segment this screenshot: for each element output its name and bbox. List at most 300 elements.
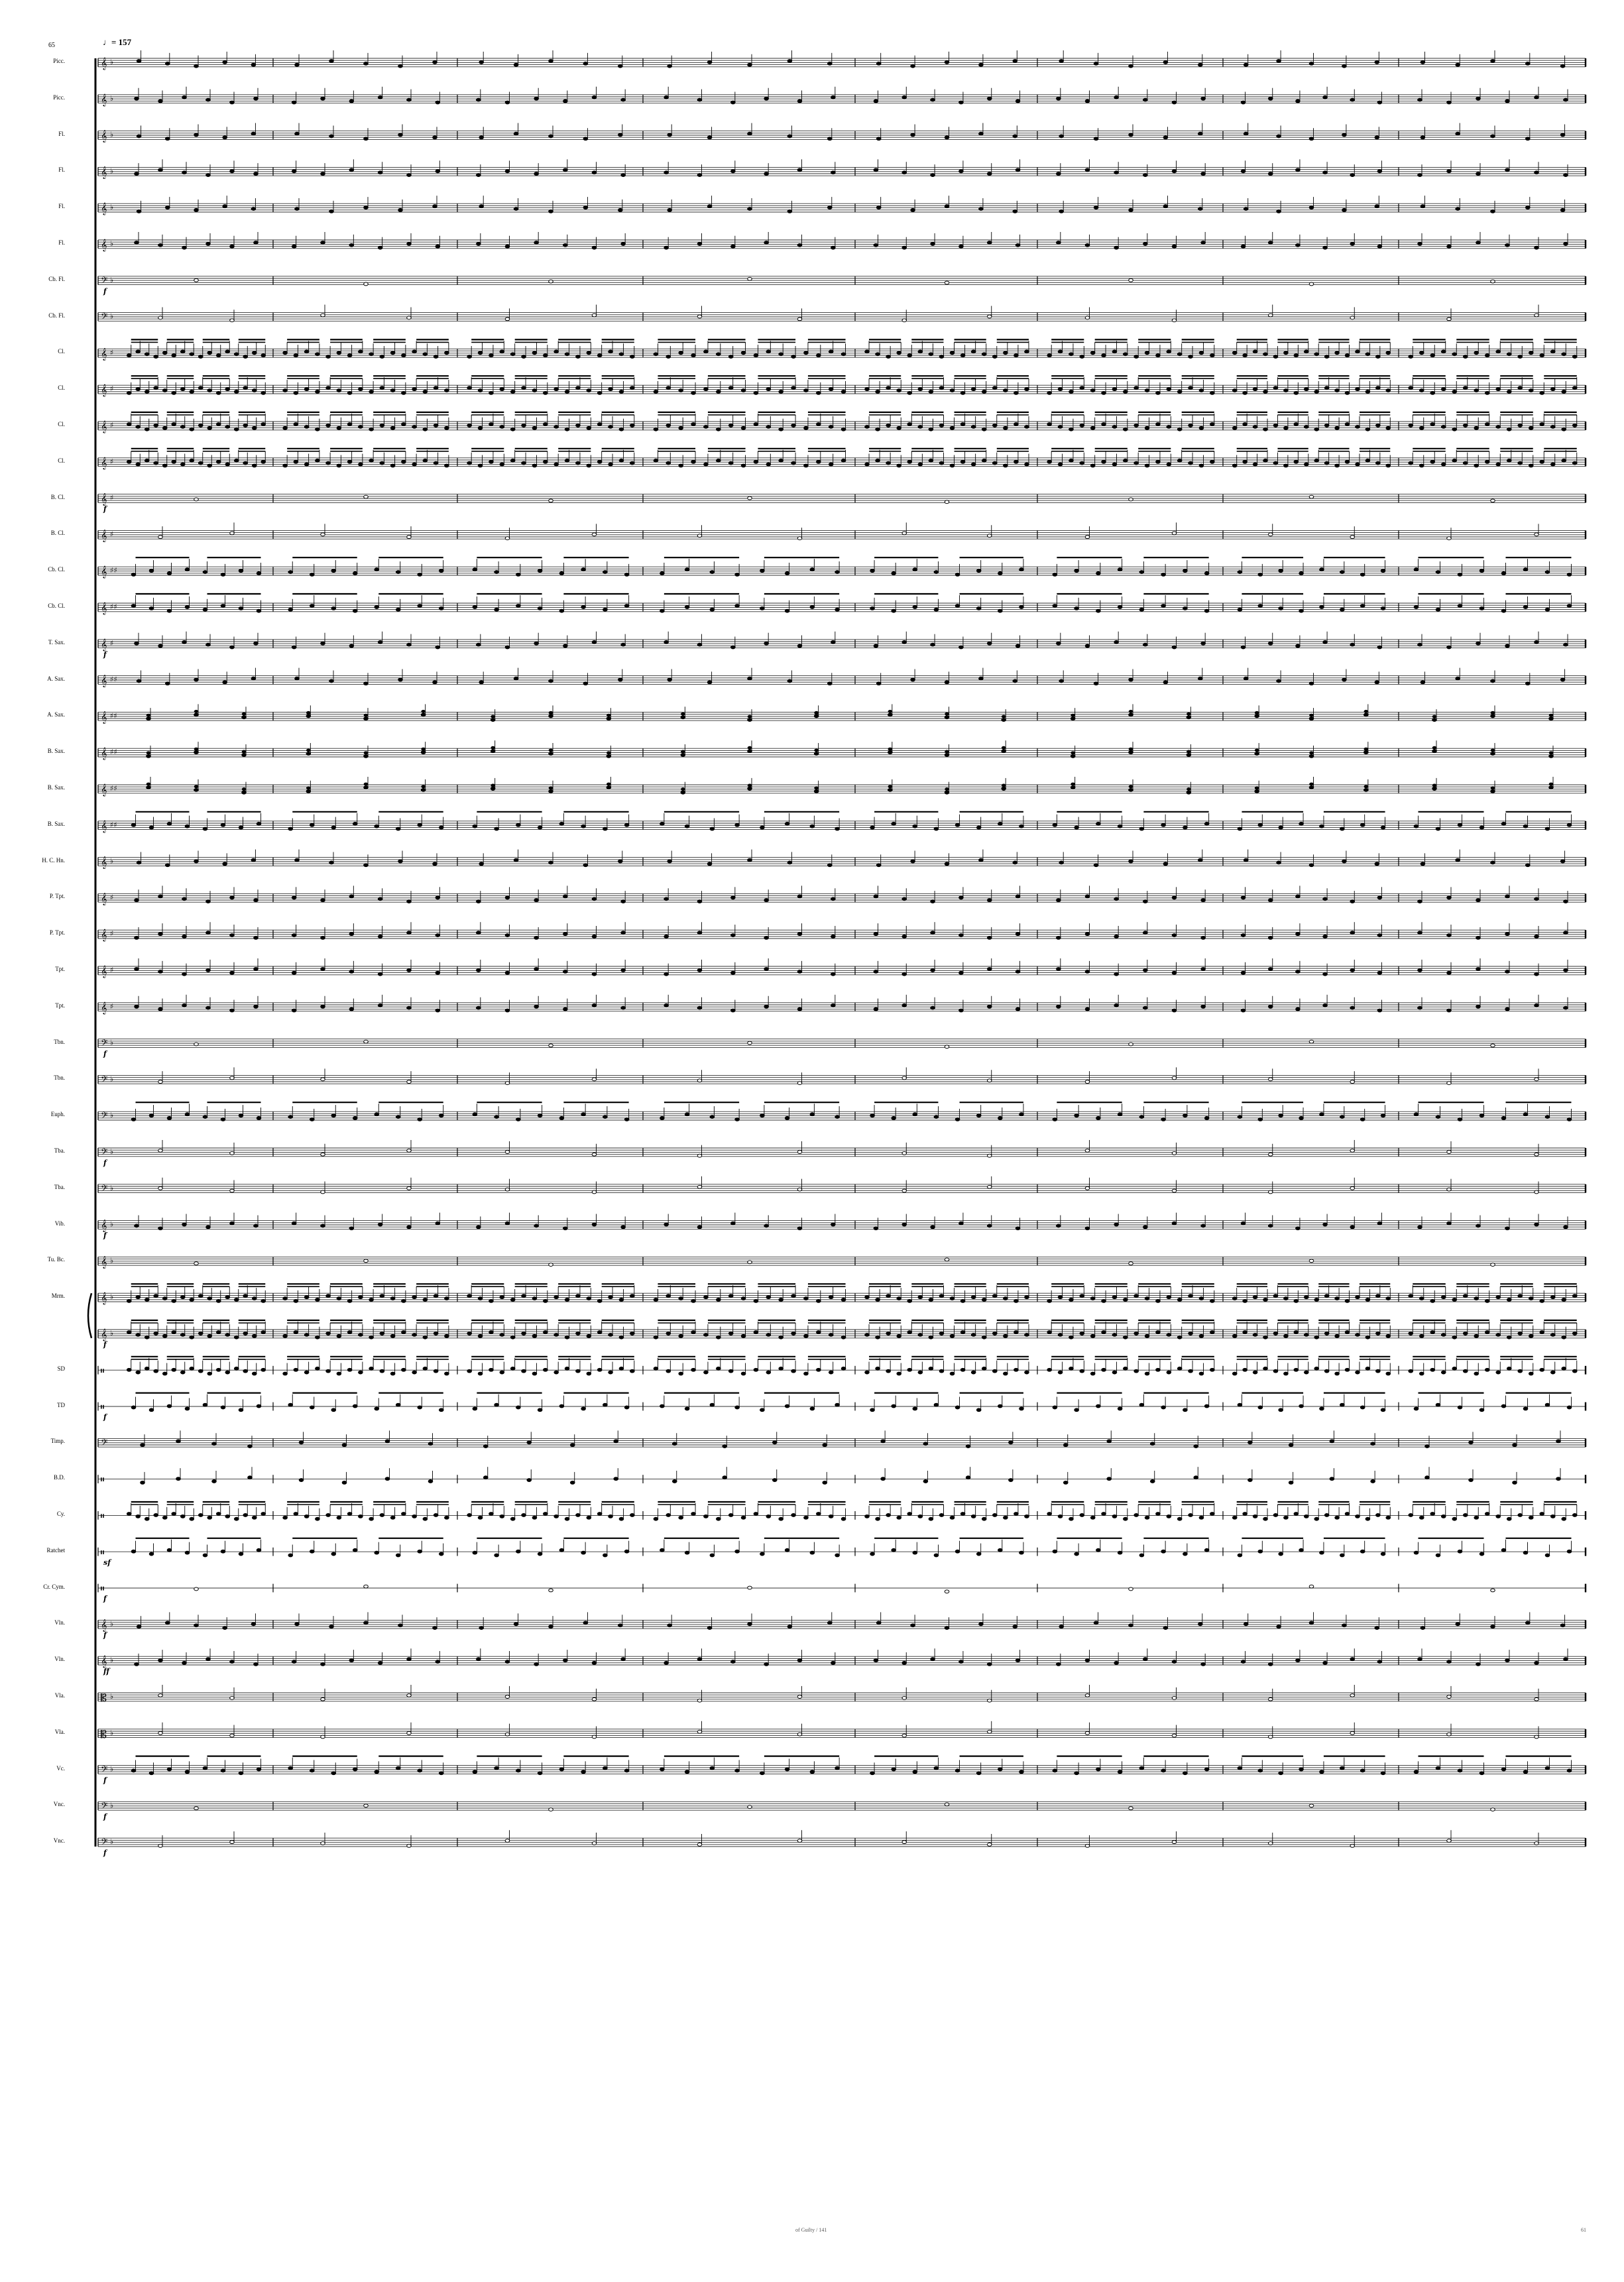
note-head [583, 1621, 588, 1625]
note-head [554, 350, 559, 353]
note-head [162, 1297, 167, 1300]
note-head [329, 135, 334, 138]
note-head [1199, 1516, 1204, 1519]
note-head [841, 390, 846, 394]
note-head [1258, 823, 1263, 827]
clef-icon: 𝄢 [101, 1147, 108, 1159]
note-head [1189, 386, 1193, 390]
note-head [619, 390, 624, 394]
note-head [760, 1552, 765, 1556]
note-head [870, 1114, 875, 1117]
note-head [1004, 1334, 1008, 1338]
staff [98, 922, 1586, 942]
note-head [137, 861, 141, 864]
clef-icon: 𝄞 [101, 783, 107, 796]
note-head [295, 1623, 300, 1626]
note-head [907, 1368, 912, 1371]
note-head [1376, 386, 1381, 390]
note-head [1572, 355, 1577, 359]
note-head [1167, 1371, 1171, 1374]
note-head [316, 1367, 320, 1370]
note-head [1090, 1372, 1095, 1375]
note-head [304, 1514, 309, 1518]
note-head [929, 428, 933, 431]
note-head [1004, 389, 1008, 392]
note-head [1469, 1441, 1474, 1444]
note-head [911, 860, 915, 863]
note-head [1518, 424, 1523, 428]
note-head [1330, 1440, 1334, 1443]
note-head [423, 1517, 428, 1520]
note-head [1507, 1367, 1511, 1370]
note-head [902, 1003, 907, 1007]
instrument-label: Tbn. [54, 1038, 65, 1045]
note-head [998, 1117, 1003, 1120]
note-head [1409, 1332, 1413, 1336]
note-head [1320, 606, 1324, 609]
note-head [1277, 1625, 1281, 1628]
note-head [760, 1114, 765, 1117]
note-head [987, 1843, 992, 1847]
note-head [1501, 1404, 1506, 1408]
note-head [666, 355, 671, 359]
note-head [621, 900, 626, 903]
note-head [1523, 1113, 1528, 1116]
note-head [494, 1403, 499, 1406]
note-head [534, 936, 539, 939]
note-head [135, 1005, 139, 1008]
note-head [787, 209, 792, 213]
note-head [1296, 168, 1301, 172]
note-head [828, 137, 833, 141]
note-head [1535, 1223, 1539, 1226]
note-head [294, 423, 298, 426]
note-head [510, 390, 515, 394]
note-head [316, 1517, 320, 1520]
note-head [1139, 1766, 1144, 1770]
note-head [1268, 642, 1273, 645]
note-head [467, 424, 472, 428]
note-head [145, 1367, 149, 1370]
note-head [473, 1407, 477, 1410]
note-head [1085, 644, 1090, 648]
note-head [288, 1403, 293, 1406]
note-head [587, 1516, 591, 1519]
note-head [660, 1117, 665, 1120]
note-head [1201, 899, 1206, 902]
note-head [664, 1662, 669, 1665]
staff [98, 668, 1586, 688]
note-head [1129, 1043, 1133, 1046]
note-head [225, 1333, 230, 1336]
note-head [1304, 1296, 1308, 1299]
note-head [1058, 425, 1063, 428]
note-head [310, 1769, 314, 1772]
note-head [1323, 246, 1328, 249]
note-head [1474, 1297, 1479, 1300]
clef-icon: 𝄥 [101, 1473, 104, 1487]
note-head [135, 97, 139, 100]
note-head [998, 572, 1003, 575]
note-head [976, 826, 981, 829]
note-head [505, 317, 510, 321]
key-signature: ♯ [110, 384, 114, 394]
note-head [583, 682, 588, 685]
note-head [1143, 174, 1148, 177]
note-head [1156, 1331, 1161, 1334]
note-head [149, 1408, 154, 1412]
note-head [1501, 822, 1506, 825]
note-head [731, 896, 736, 899]
note-head [1071, 717, 1075, 720]
note-head [597, 1299, 602, 1302]
note-head [1102, 1512, 1106, 1516]
note-head [359, 425, 363, 428]
clef-icon: 𝄞 [101, 1001, 107, 1014]
note-head [1340, 608, 1345, 611]
clef-icon: 𝄞 [101, 638, 107, 651]
note-head [251, 1623, 256, 1626]
note-head [230, 170, 235, 173]
note-head [1526, 682, 1531, 685]
note-head [592, 1223, 597, 1226]
staff [98, 1067, 1586, 1086]
note-head [234, 428, 239, 431]
note-head [614, 1477, 618, 1481]
note-head [1013, 1625, 1017, 1628]
note-head [892, 609, 896, 612]
note-head [1540, 423, 1544, 426]
staff [98, 995, 1586, 1015]
note-head [1134, 1514, 1139, 1517]
note-head [1324, 461, 1329, 465]
note-head [1279, 1552, 1283, 1556]
note-head [874, 1227, 878, 1230]
key-signature: ♭ [110, 1256, 114, 1265]
key-signature: ♯ [110, 929, 114, 939]
note-head [514, 858, 518, 862]
note-head [1496, 1514, 1501, 1518]
note-head [1523, 1407, 1528, 1410]
clef-icon: 𝄞 [101, 129, 107, 143]
dynamic-marking: ff [103, 1667, 110, 1676]
note-head [666, 1294, 671, 1298]
note-head [911, 64, 915, 68]
note-head [1299, 1548, 1304, 1552]
note-head [1447, 101, 1452, 104]
note-head [194, 1807, 199, 1810]
note-head [532, 1372, 537, 1375]
note-head [510, 459, 515, 462]
instrument-label: P. Tpt. [49, 929, 65, 937]
note-head [1535, 1697, 1539, 1701]
note-head [254, 1662, 259, 1666]
note-head [294, 1512, 298, 1516]
instrument-label: Cl. [58, 384, 65, 392]
note-head [505, 1839, 510, 1843]
note-head [283, 389, 288, 392]
note-head [691, 1331, 696, 1334]
note-head [1556, 1477, 1561, 1481]
note-head [225, 1296, 230, 1299]
note-head [1518, 1369, 1523, 1373]
note-head [748, 1041, 752, 1045]
note-head [127, 1368, 131, 1371]
note-head [1418, 900, 1422, 903]
note-head [1004, 464, 1008, 467]
note-head [1545, 1403, 1550, 1406]
note-head [1294, 423, 1299, 426]
note-head [971, 388, 976, 391]
note-head [785, 1404, 789, 1408]
instrument-label: Timp. [50, 1438, 65, 1445]
note-head [1294, 391, 1299, 394]
note-head [934, 1554, 939, 1557]
note-head [146, 717, 151, 720]
note-head [959, 971, 964, 974]
note-head [402, 391, 406, 394]
note-head [252, 351, 257, 355]
note-head [697, 315, 702, 318]
note-head [479, 1626, 484, 1630]
note-head [959, 1222, 964, 1225]
note-head [1085, 1080, 1090, 1084]
note-head [1324, 1514, 1329, 1517]
note-head [1364, 751, 1369, 754]
note-head [167, 1117, 172, 1120]
note-head [1419, 1516, 1424, 1519]
note-head [407, 931, 412, 935]
note-head [945, 1258, 949, 1261]
note-head [1447, 934, 1452, 937]
staff [98, 1721, 1586, 1740]
note-head [691, 1299, 696, 1302]
note-head [764, 1224, 769, 1227]
note-head [1069, 1367, 1074, 1370]
note-head [1063, 1481, 1068, 1484]
note-head [1284, 1334, 1289, 1338]
note-head [230, 245, 235, 248]
note-head [748, 787, 752, 791]
note-head [1241, 646, 1246, 649]
note-head [1015, 99, 1020, 103]
note-head [283, 1334, 288, 1338]
note-head [592, 1697, 597, 1701]
note-head [544, 354, 548, 357]
note-head [592, 1842, 597, 1845]
note-head [1436, 1115, 1440, 1119]
note-head [1241, 170, 1246, 173]
note-head [435, 170, 440, 173]
note-head [1340, 1115, 1345, 1119]
note-head [353, 609, 357, 612]
note-head [621, 174, 626, 177]
note-head [1177, 459, 1182, 462]
note-head [166, 864, 170, 867]
note-head [603, 1766, 608, 1770]
note-head [1545, 608, 1550, 611]
note-head [1268, 172, 1273, 176]
note-head [1447, 1733, 1452, 1736]
note-head [741, 1334, 746, 1338]
note-head [1421, 1626, 1425, 1630]
note-head [145, 1298, 149, 1302]
note-head [1356, 1371, 1360, 1374]
note-head [959, 646, 964, 649]
note-head [624, 1550, 629, 1553]
note-head [1232, 1334, 1237, 1338]
note-head [1167, 1333, 1171, 1336]
note-head [892, 822, 896, 825]
note-head [1025, 1333, 1029, 1336]
note-head [230, 1841, 235, 1844]
note-head [1102, 460, 1106, 463]
note-head [791, 1514, 796, 1517]
note-head [1145, 426, 1149, 429]
note-head [685, 825, 689, 828]
note-head [1535, 314, 1539, 317]
note-head [522, 1369, 526, 1373]
clef-icon: 𝄡 [101, 1727, 107, 1740]
note-head [1134, 461, 1139, 465]
note-head [127, 354, 131, 357]
note-head [609, 1296, 613, 1299]
note-head [510, 1367, 515, 1370]
note-head [321, 1697, 325, 1701]
note-head [717, 1336, 721, 1339]
note-head [544, 460, 548, 463]
note-head [1244, 132, 1248, 135]
note-head [185, 568, 190, 571]
note-head [797, 1227, 802, 1230]
note-head [1485, 423, 1489, 426]
note-head [998, 822, 1003, 825]
note-head [1294, 1299, 1299, 1302]
note-head [1238, 1766, 1242, 1770]
note-head [477, 98, 481, 101]
note-head [618, 678, 623, 681]
note-head [831, 95, 836, 99]
note-head [349, 99, 354, 103]
note-head [532, 1297, 537, 1300]
note-head [359, 1371, 363, 1374]
note-head [1156, 1368, 1161, 1371]
note-head [1094, 864, 1098, 867]
note-head [549, 1808, 553, 1811]
note-head [723, 1445, 727, 1448]
instrument-label: Vln. [54, 1619, 65, 1626]
note-head [576, 1332, 581, 1336]
note-head [1090, 1297, 1095, 1300]
note-head [1505, 1659, 1510, 1662]
note-head [190, 459, 194, 462]
note-head [576, 1514, 581, 1517]
note-head [1463, 424, 1468, 428]
note-head [581, 825, 586, 828]
note-head [544, 1512, 548, 1516]
note-head [587, 389, 591, 392]
note-head [1172, 1660, 1177, 1664]
note-head [892, 1548, 896, 1552]
note-head [445, 1372, 449, 1375]
note-head [707, 681, 712, 684]
note-head [1094, 682, 1098, 685]
note-head [396, 608, 400, 611]
note-head [1094, 206, 1098, 209]
note-head [1145, 1516, 1149, 1519]
note-head [216, 1512, 221, 1516]
note-head [987, 1662, 992, 1666]
key-signature: ♯ [110, 348, 114, 357]
note-head [592, 314, 597, 317]
note-head [1102, 423, 1106, 426]
note-head [1365, 1298, 1370, 1302]
note-head [1124, 353, 1128, 356]
note-head [1014, 1331, 1019, 1334]
note-head [797, 1695, 802, 1699]
note-head [1243, 1368, 1247, 1371]
note-head [723, 1476, 727, 1479]
note-head [1112, 1296, 1117, 1299]
note-head [1376, 1294, 1381, 1298]
note-head [223, 862, 227, 866]
note-head [1304, 425, 1308, 428]
note-head [1129, 1624, 1133, 1627]
note-head [831, 246, 836, 249]
note-head [911, 1624, 915, 1627]
note-head [549, 280, 553, 283]
note-head [1381, 1408, 1385, 1412]
note-head [166, 1621, 170, 1625]
note-head [158, 1080, 163, 1084]
clef-icon: 𝄞 [101, 239, 107, 251]
note-head [1241, 245, 1246, 248]
note-head [239, 826, 243, 829]
note-head [182, 1662, 187, 1665]
note-head [1452, 353, 1457, 356]
note-head [1069, 1336, 1074, 1339]
note-head [1375, 205, 1379, 208]
note-head [353, 1404, 357, 1408]
note-head [1296, 1227, 1301, 1230]
note-head [902, 532, 907, 535]
instrument-label: Picc. [53, 58, 65, 64]
note-head [1143, 1658, 1148, 1661]
note-head [207, 1334, 212, 1338]
note-head [1314, 459, 1319, 462]
note-head [876, 62, 881, 65]
clef-icon: 𝄞 [101, 929, 107, 942]
note-head [1381, 1552, 1385, 1556]
note-head [167, 572, 172, 575]
note-head [331, 1114, 336, 1117]
note-head [505, 1082, 510, 1085]
note-head [1572, 1369, 1577, 1373]
note-head [321, 1078, 325, 1081]
note-head [254, 1224, 259, 1227]
note-head [1015, 644, 1020, 648]
note-head [149, 826, 154, 829]
note-head [1479, 1114, 1484, 1117]
note-head [478, 389, 483, 392]
note-head [473, 825, 477, 828]
note-head [565, 353, 569, 356]
note-head [886, 1332, 891, 1336]
note-head [1350, 536, 1355, 539]
note-head [1085, 1149, 1090, 1153]
note-head [331, 826, 336, 829]
note-head [797, 1082, 802, 1085]
